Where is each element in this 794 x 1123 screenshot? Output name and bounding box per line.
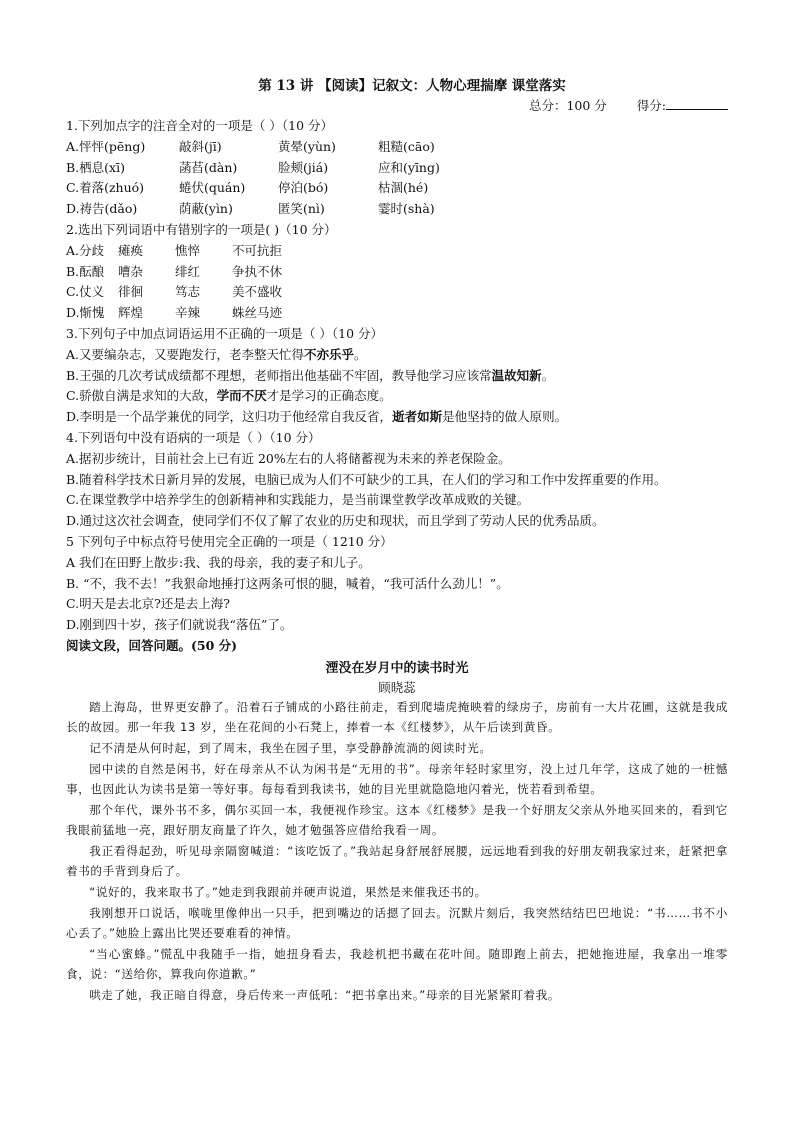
option-word: A.怦怦(pēng) [66,138,146,154]
option-word: C.仗义 [66,284,105,300]
option-word: 蛛丝马迹 [232,305,283,321]
option-word: 敲斜(jī) [179,138,222,154]
option-word: 粗糙(cāo) [378,138,435,154]
option-word: 辛辣 [175,305,201,321]
article-paragraph: 哄走了她，我正暗自得意，身后传来一声低吼：“把书拿出来。”母亲的目光紧紧盯着我。 [89,988,560,1003]
question-1-option-d[interactable] [66,199,728,220]
question-1-option-a[interactable] [66,137,728,158]
score-line [66,96,728,116]
option-word: 荫蔽(yìn) [179,201,233,217]
emphasized-phrase: 逝者如斯 [392,409,443,425]
option-word: 霎时(shà) [378,201,435,217]
question-5-option-a[interactable]: A 我们在田野上散步:我、我的母亲，我的妻子和儿子。 [66,554,371,570]
emphasized-phrase: 学而不厌 [216,388,267,404]
question-5-option-b[interactable]: B. “不，我不去！”我狠命地捶打这两条可恨的腿，喊着，“我可活什么劲儿！”。 [66,575,509,591]
page-title: 第 13 讲 【阅读】记叙文：人物心理揣摩 课堂落实 [258,78,566,94]
option-text: D.李明是一个品学兼优的同学，这归功于他经常自我反省， [66,409,393,425]
option-word: B.酝酿 [66,263,105,279]
score-blank[interactable] [666,97,728,110]
option-word: 笃志 [175,284,201,300]
article-paragraph: 那个年代，课外书不多，偶尔买回一本，我便视作珍宝。这本《红楼梦》是我一个好朋友父亲从外地买回来的，看到它我眼前猛地一亮，跟好朋友商量了许久，她才勉强答应借给我看一周。 [66,802,728,838]
total-score: 总分：100 分 [528,98,607,113]
article-paragraph: “当心蜜蜂。”慌乱中我随手一指，她扭身看去，我趁机把书藏在花叶间。随即跑上前去，把她拖进屋，我拿出一堆零食，说：“送给你，算我向你道歉。” [66,946,728,982]
question-2-option-c[interactable] [66,282,728,303]
article-paragraph: 记不清是从何时起，到了周末，我坐在园子里，享受静静流淌的阅读时光。 [89,740,492,755]
question-4-option-b[interactable]: B.随着科学技术日新月异的发展，电脑已成为人们不可缺少的工具，在人们的学习和工作中发挥重要的作用。 [66,471,667,487]
option-word: B.栖息(xī) [66,159,125,175]
question-1-option-b[interactable] [66,158,728,179]
option-word: D.惭愧 [66,305,105,321]
article-author: 顾晓蕊 [378,679,416,695]
question-3-option-a[interactable] [66,345,728,366]
emphasized-phrase: 温故知新 [491,367,542,383]
question-5-option-d[interactable]: D.刚到四十岁，孩子们就说我“落伍”了。 [66,617,293,633]
option-word: 黄晕(yùn) [278,138,336,154]
question-1-stem: 1.下列加点字的注音全对的一项是（ ）（10 分） [66,118,334,133]
question-3-option-c[interactable] [66,386,728,407]
reading-section-heading: 阅读文段，回答问题。(50 分) [66,637,238,653]
option-text: A.又要编杂志，又要跑发行，老李整天忙得 [66,346,305,362]
score-label: 得分: [636,98,666,113]
question-2-option-b[interactable] [66,262,728,283]
option-text: 是他坚持的做人原则。 [442,409,568,425]
option-word: 嘈杂 [118,263,144,279]
question-5-stem: 5 下列句子中标点符号使用完全正确的一项是（ 1210 分） [66,533,393,549]
article-paragraph: 我刚想开口说话，喉咙里像伸出一只手，把到嘴边的话摁了回去。沉默片刻后，我突然结结巴巴地说：“书……书不小心丢了。”她脸上露出比哭还要难看的神情。 [66,905,728,941]
question-3-stem: 3.下列句子中加点词语运用不正确的一项是（ ）（10 分） [66,325,384,341]
option-word: 徘徊 [118,284,144,300]
option-word: 美不盛收 [232,284,283,300]
option-word: C.着落(zhuó) [66,180,145,196]
emphasized-phrase: 不亦乐乎 [304,346,355,362]
option-word: A.分歧 [66,242,105,258]
question-3-option-b[interactable] [66,366,728,387]
article-paragraph: 园中读的自然是闲书，好在母亲从不认为闲书是“无用的书”。母亲年轻时家里穷，没上过几年学，这成了她的一桩憾事，也因此认为读书是第一等好事。每每看到我读书，她的目光里就隐隐地闪着光，恍若看到希望。 [66,761,728,797]
question-4-option-a[interactable]: A.据初步统计，目前社会上已有近 20%左右的人将储蓄视为未来的养老保险金。 [66,450,511,466]
option-word: 辉煌 [118,305,144,321]
option-word: 枯涸(hé) [378,180,429,196]
option-word: D.祷告(dǎo) [66,201,138,217]
article-paragraph: 踏上海岛，世界更安静了。沿着石子铺成的小路往前走，看到爬墙虎掩映着的绿房子，房前有一大片花圃，这就是我成长的故园。那一年我 13 岁，坐在花间的小石凳上，捧着一本《红楼梦》，从午后读到黄昏。 [66,699,728,735]
article-title: 湮没在岁月中的读书时光 [325,660,469,676]
option-word: 停泊(bó) [278,180,329,196]
option-text: 。 [541,367,555,383]
question-4-stem: 4.下列语句中没有语病的一项是（ ）（10 分） [66,429,321,445]
option-text: C.骄傲自满是求知的大敌， [66,388,217,404]
option-word: 不可抗拒 [232,242,283,258]
question-3-option-d[interactable] [66,407,728,428]
option-word: 蜷伏(quán) [179,180,246,196]
article-paragraph: 我正看得起劲，听见母亲隔窗喊道：“该吃饭了。”我站起身舒展舒展腰，远远地看到我的好朋友朝我家过来，赶紧把拿着书的手背到身后了。 [66,843,728,879]
option-text: 。 [354,346,367,362]
question-2-option-d[interactable] [66,303,728,324]
option-word: 脸颊(jiá) [278,159,329,175]
question-4-option-c[interactable]: C.在课堂教学中培养学生的创新精神和实践能力，是当前课堂教学改革成败的关键。 [66,492,530,508]
question-1-option-c[interactable] [66,178,728,199]
option-word: 绯红 [175,263,201,279]
option-word: 瘫痪 [118,242,144,258]
article-paragraph: “说好的，我来取书了。”她走到我跟前并硬声说道，果然是来催我还书的。 [89,885,487,900]
option-word: 菡萏(dàn) [179,159,238,175]
exam-page [66,76,728,1006]
question-2-stem: 2.选出下列词语中有错别字的一项是( )（10 分） [66,221,337,237]
option-text: 才是学习的正确态度。 [266,388,392,404]
option-word: 应和(yīng) [378,159,440,175]
option-word: 匿笑(nì) [278,201,325,217]
option-text: B.王强的几次考试成绩都不理想，老师指出他基础不牢固，教导他学习应该常 [66,367,492,383]
question-5-option-c[interactable]: C.明天是去北京?还是去上海? [66,596,230,612]
option-word: 憔悴 [175,242,201,258]
question-4-option-d[interactable]: D.通过这次社会调查，使同学们不仅了解了农业的历史和现状，而且学到了劳动人民的优秀品质。 [66,513,605,529]
option-word: 争执不休 [232,263,283,279]
question-2-option-a[interactable] [66,241,728,262]
